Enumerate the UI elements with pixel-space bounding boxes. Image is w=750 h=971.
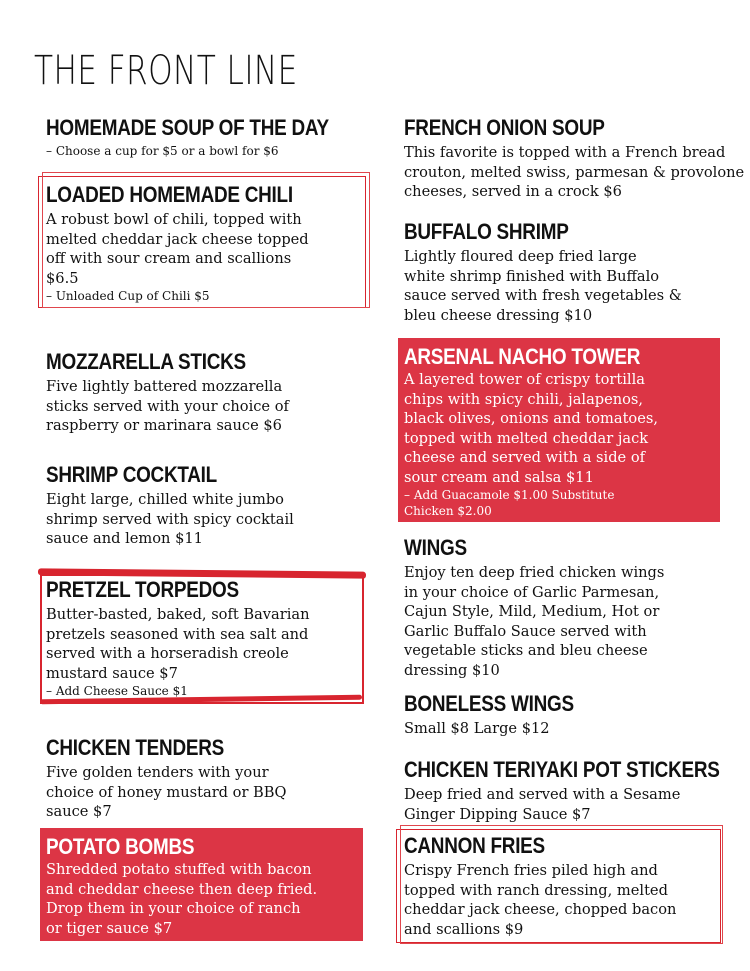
- item-name: MOZZARELLA STICKS: [46, 349, 246, 374]
- menu-item-homemade-soup: [46, 115, 376, 159]
- item-description: Shredded potato stuffed with bacon and cheddar cheese then deep fried. Drop them in your choice of ranch or tiger sauce $7: [46, 861, 318, 937]
- menu-item-chicken-tenders: [46, 735, 376, 822]
- menu-item-pretzel-torpedos: [46, 577, 361, 699]
- item-name: CHICKEN TERIYAKI POT STICKERS: [404, 757, 720, 782]
- item-note: – Choose a cup for $5 or a bowl for $6: [46, 144, 279, 158]
- item-name: WINGS: [404, 535, 467, 560]
- menu-item-mozzarella-sticks: [46, 349, 376, 436]
- menu-item-chicken-teriyaki-pot-stickers: [404, 757, 734, 824]
- item-description: This favorite is topped with a French bread crouton, melted swiss, parmesan & provolone cheeses, served in a crock $6: [404, 144, 745, 200]
- item-note: – Add Cheese Sauce $1: [46, 684, 188, 698]
- item-description: Eight large, chilled white jumbo shrimp served with spicy cocktail sauce and lemon $11: [46, 491, 294, 547]
- item-name: PRETZEL TORPEDOS: [46, 577, 239, 602]
- item-description: Crispy French fries piled high and topped with ranch dressing, melted cheddar jack cheese, chopped bacon and scallions $9: [404, 862, 677, 938]
- item-name: CHICKEN TENDERS: [46, 735, 224, 760]
- item-description: Enjoy ten deep fried chicken wings in your choice of Garlic Parmesan, Cajun Style, Mild, Medium, Hot or Garlic Buffalo Sauce served with vegetable sticks and bleu cheese dressing $10: [404, 564, 665, 679]
- item-description: Five golden tenders with your choice of honey mustard or BBQ sauce $7: [46, 764, 287, 820]
- item-description: Butter-basted, baked, soft Bavarian pretzels seasoned with sea salt and served with a horseradish creole mustard sauce $7: [46, 606, 310, 682]
- item-description: Five lightly battered mozzarella sticks served with your choice of raspberry or marinara sauce $6: [46, 378, 289, 434]
- item-description: Deep fried and served with a Sesame Ginger Dipping Sauce $7: [404, 786, 681, 823]
- item-name: HOMEMADE SOUP OF THE DAY: [46, 115, 329, 140]
- menu-item-boneless-wings: [404, 691, 734, 739]
- item-note: – Add Guacamole $1.00 Substitute Chicken $2.00: [404, 488, 615, 518]
- menu-item-arsenal-nacho-tower: [398, 338, 720, 522]
- item-name: LOADED HOMEMADE CHILI: [46, 182, 293, 207]
- item-name: BUFFALO SHRIMP: [404, 219, 569, 244]
- item-name: SHRIMP COCKTAIL: [46, 462, 217, 487]
- item-description: A layered tower of crispy tortilla chips with spicy chili, jalapenos, black olives, onions and tomatoes, topped with melted cheddar jack cheese and served with a side of sour cream and salsa $11: [404, 371, 658, 486]
- menu-item-french-onion-soup: [404, 115, 749, 202]
- item-description: Small $8 Large $12: [404, 720, 550, 737]
- menu-item-loaded-chili: [46, 182, 361, 304]
- page-title: THE FRONT LINE: [34, 48, 298, 94]
- item-name: FRENCH ONION SOUP: [404, 115, 605, 140]
- item-name: POTATO BOMBS: [46, 834, 195, 859]
- item-description: Lightly floured deep fried large white shrimp finished with Buffalo sauce served with fresh vegetables & bleu cheese dressing $10: [404, 248, 682, 324]
- item-name: CANNON FRIES: [404, 833, 545, 858]
- item-name: BONELESS WINGS: [404, 691, 574, 716]
- item-description: A robust bowl of chili, topped with melted cheddar jack cheese topped off with sour cream and scallions $6.5: [46, 211, 309, 287]
- item-name: ARSENAL NACHO TOWER: [404, 344, 641, 369]
- menu-item-wings: [404, 535, 734, 680]
- menu-item-cannon-fries: [404, 833, 719, 939]
- menu-item-shrimp-cocktail: [46, 462, 376, 549]
- menu-item-potato-bombs: [40, 828, 363, 941]
- menu-item-buffalo-shrimp: [404, 219, 734, 325]
- item-note: – Unloaded Cup of Chili $5: [46, 289, 210, 303]
